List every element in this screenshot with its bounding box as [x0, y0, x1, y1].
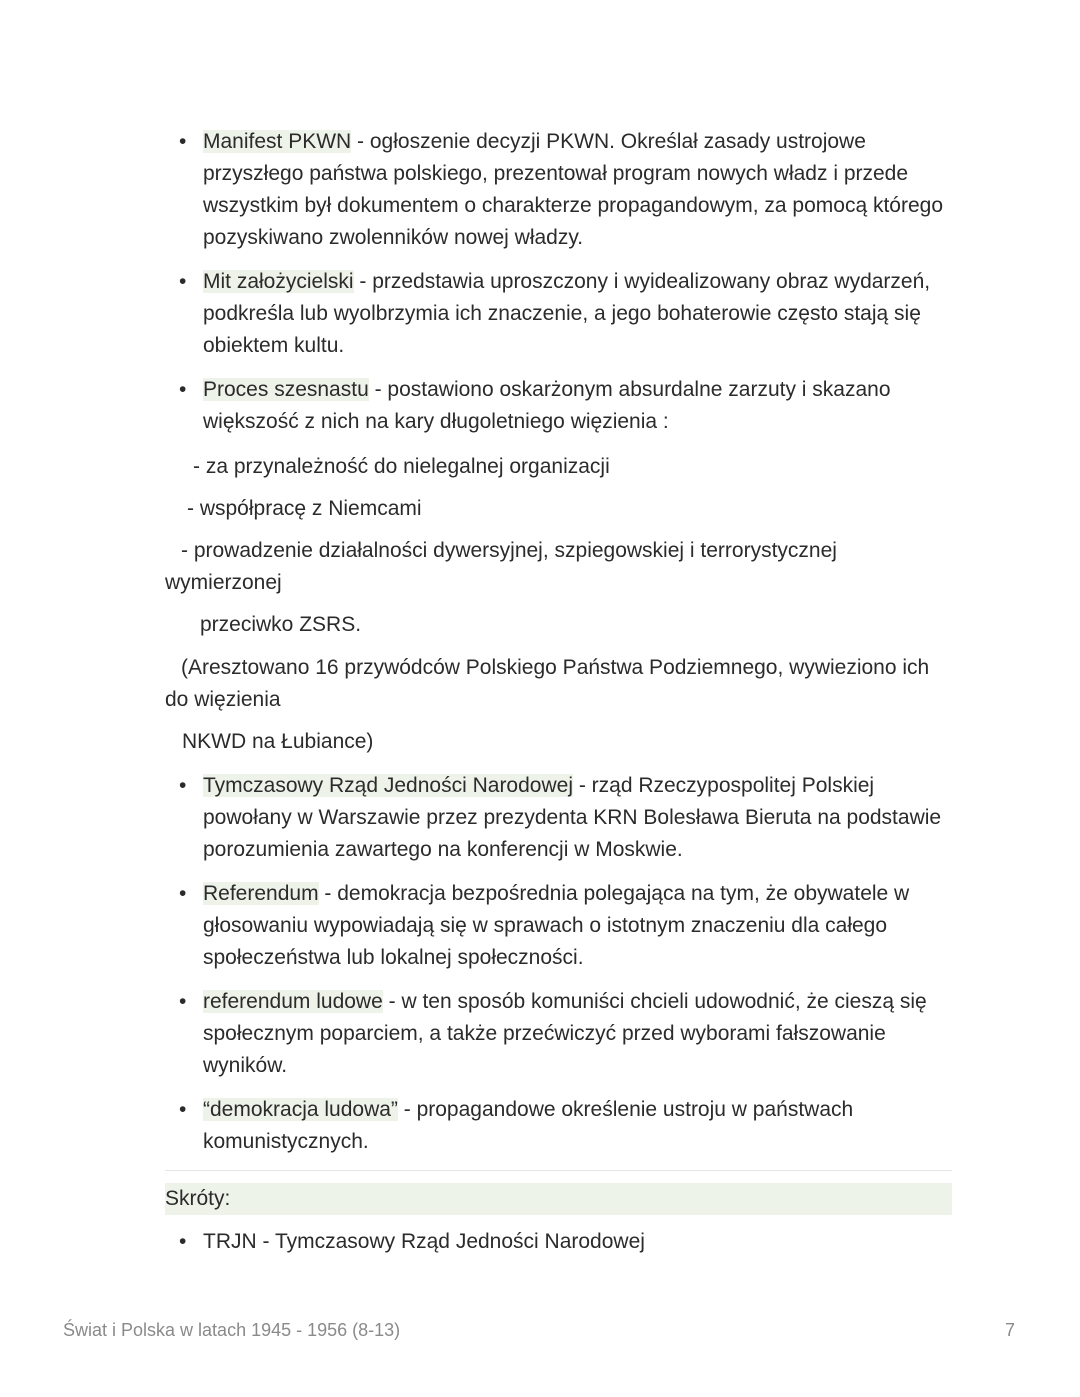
charge-line: - prowadzenie działalności dywersyjnej, szpiegowskiej i terrorystycznej	[181, 539, 837, 562]
list-item	[165, 878, 965, 974]
list-item	[165, 770, 965, 866]
bullet-icon: •	[179, 1098, 187, 1121]
note-line: do więzienia	[165, 688, 281, 711]
charge-line: przeciwko ZSRS.	[200, 613, 362, 636]
list-item	[165, 126, 965, 254]
term: Manifest PKWN	[203, 130, 352, 153]
bullet-icon: •	[179, 882, 187, 905]
abbreviation-entry: TRJN - Tymczasowy Rząd Jedności Narodowej	[203, 1230, 645, 1253]
definition: - rząd Rzeczypospolitej Polskiej powołany w Warszawie przez prezydenta KRN Bolesława Bieruta na podstawie porozumienia zawartego na konferencji w Moskwie.	[203, 774, 942, 861]
term: “demokracja ludowa”	[203, 1098, 398, 1121]
charge-line: - współpracę z Niemcami	[187, 497, 422, 520]
bullet-icon: •	[179, 378, 187, 401]
list-item	[165, 1094, 965, 1158]
page-number: 7	[1005, 1320, 1016, 1340]
charge-line: wymierzonej	[165, 571, 282, 594]
definition: - propagandowe określenie ustroju w państwach komunistycznych.	[203, 1098, 854, 1153]
list-item	[165, 266, 965, 362]
section-divider	[165, 1170, 952, 1171]
bullet-icon: •	[179, 774, 187, 797]
note-line: (Aresztowano 16 przywódców Polskiego Państwa Podziemnego, wywieziono ich	[181, 656, 930, 679]
abbreviations-heading: Skróty:	[165, 1183, 952, 1215]
bullet-icon: •	[179, 130, 187, 153]
term: Referendum	[203, 882, 319, 905]
definition: - w ten sposób komuniści chcieli udowodnić, że cieszą się społecznym poparciem, a także przećwiczyć przed wyborami fałszowanie wyników.	[203, 990, 927, 1077]
bullet-icon: •	[179, 270, 187, 293]
definition: - demokracja bezpośrednia polegająca na tym, że obywatele w głosowaniu wypowiadają się w sprawach o istotnym znaczeniu dla całego społeczeństwa lub lokalnej społeczności.	[203, 882, 910, 969]
definition: - ogłoszenie decyzji PKWN. Określał zasady ustrojowe przyszłego państwa polskiego, prezentował program nowych władz i przede wszystkim był dokumentem o charakterze propagandowym, za pomocą którego pozyskiwano zwolenników nowej władzy.	[203, 130, 944, 249]
footer-title: Świat i Polska w latach 1945 - 1956 (8-13)	[63, 1320, 401, 1340]
term: Tymczasowy Rząd Jedności Narodowej	[203, 774, 573, 797]
bullet-icon: •	[179, 990, 187, 1013]
definition: - przedstawia uproszczony i wyidealizowany obraz wydarzeń, podkreśla lub wyolbrzymia ich znaczenie, a jego bohaterowie często stają się obiektem kultu.	[203, 270, 931, 357]
term: referendum ludowe	[203, 990, 383, 1013]
term: Mit założycielski	[203, 270, 354, 293]
charge-line: - za przynależność do nielegalnej organizacji	[193, 455, 610, 478]
definition: - postawiono oskarżonym absurdalne zarzuty i skazano większość z nich na kary długoletniego więzienia :	[203, 378, 891, 433]
note-line: NKWD na Łubiance)	[182, 730, 374, 753]
list-item	[165, 374, 965, 438]
term: Proces szesnastu	[203, 378, 369, 401]
list-item	[165, 1226, 965, 1258]
list-item	[165, 986, 965, 1082]
bullet-icon: •	[179, 1230, 187, 1253]
